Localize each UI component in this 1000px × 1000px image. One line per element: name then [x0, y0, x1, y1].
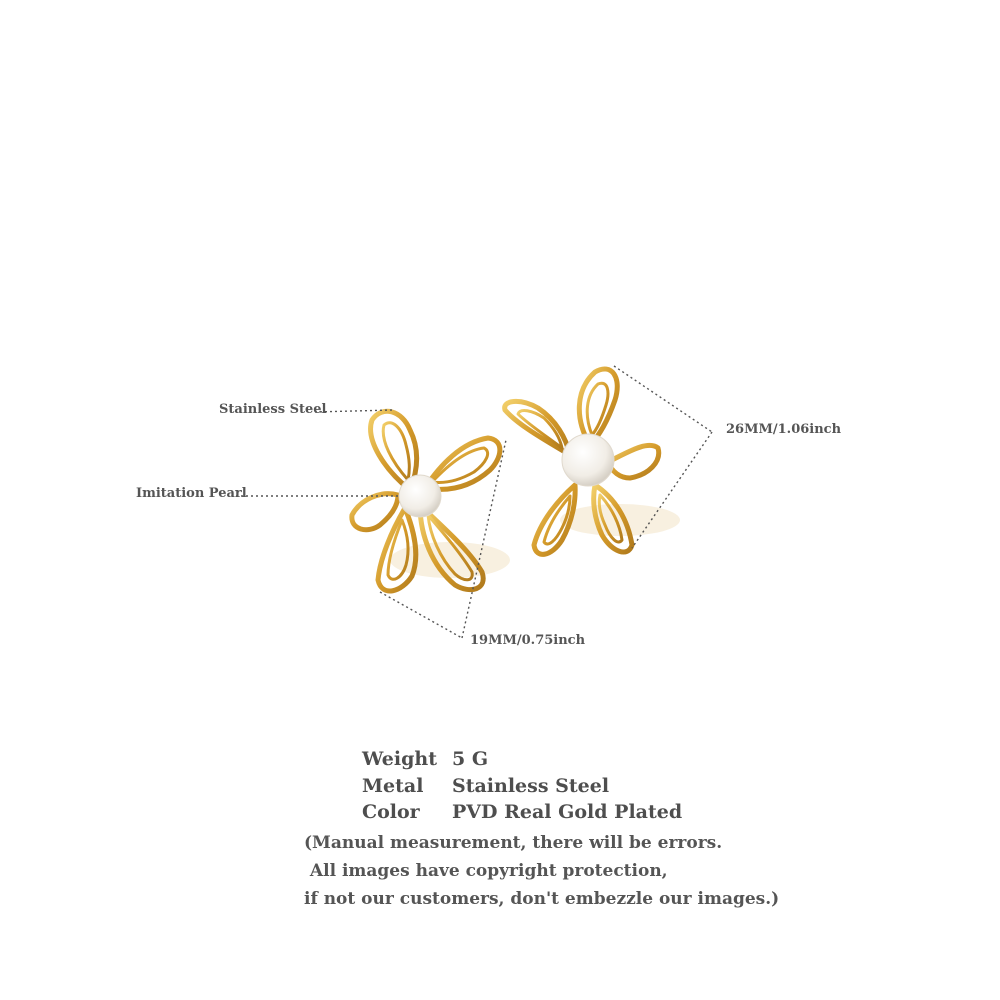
label-width-dimension: 19MM/0.75inch: [470, 633, 586, 648]
disclaimer-line: All images have copyright protection,: [304, 861, 668, 881]
spec-value: PVD Real Gold Plated: [452, 801, 683, 823]
spec-key: Metal: [362, 775, 424, 797]
label-imitation-pearl: Imitation Pearl: [136, 486, 247, 501]
left-pearl: [399, 475, 441, 517]
dimension-line-height: [614, 366, 712, 432]
spec-value: 5 G: [452, 748, 489, 770]
right-pearl: [562, 434, 614, 486]
spec-key: Weight: [362, 748, 437, 770]
disclaimer-line: if not our customers, don't embezzle our images.): [304, 889, 780, 909]
dimension-line-width: [380, 592, 462, 638]
dimension-line-width: [462, 440, 506, 638]
disclaimer-line: (Manual measurement, there will be errors.: [304, 833, 723, 853]
label-stainless-steel: Stainless Steel: [219, 402, 327, 417]
spec-key: Color: [362, 801, 420, 823]
label-height-dimension: 26MM/1.06inch: [726, 422, 842, 437]
spec-value: Stainless Steel: [452, 775, 610, 797]
